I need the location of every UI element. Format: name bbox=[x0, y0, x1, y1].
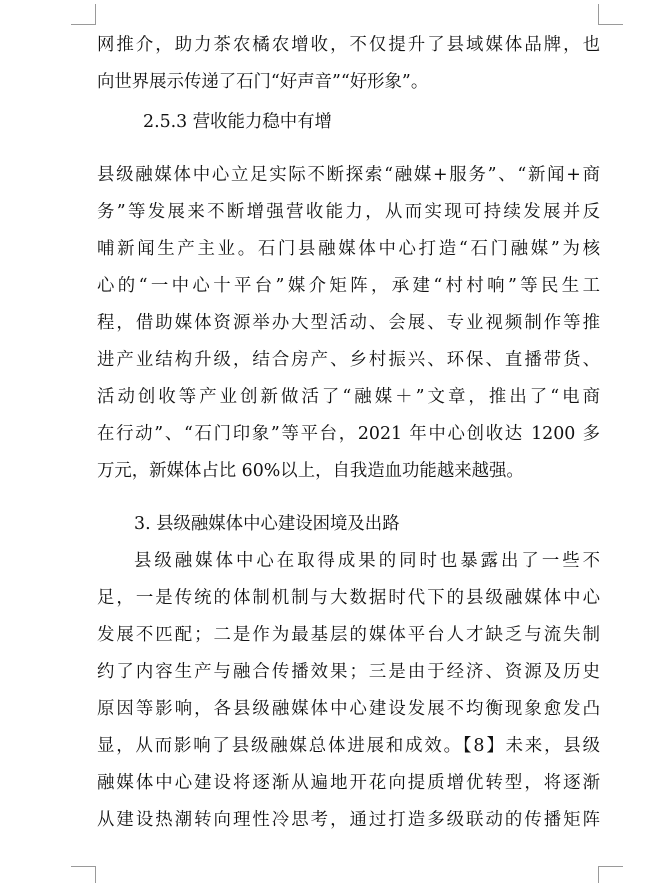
paragraph-line: 县级融媒体中心立足实际不断探索“融媒+服务”、“新闻+商 bbox=[97, 165, 600, 185]
paragraph-line: 哺新闻生产主业。石门县融媒体中心打造“石门融媒”为核 bbox=[97, 239, 600, 259]
section-heading: 3. 县级融媒体中心建设困境及出路 bbox=[134, 514, 400, 534]
paragraph-line: 务”等发展来不断增强营收能力，从而实现可持续发展并反 bbox=[97, 202, 600, 222]
paragraph-line: 心的“一中心十平台”媒介矩阵，承建“村村响”等民生工 bbox=[97, 276, 600, 296]
crop-mark-top-right bbox=[598, 4, 599, 25]
paragraph-line: 显，从而影响了县级融媒总体进展和成效。【8】未来，县级 bbox=[97, 736, 600, 756]
paragraph-line: 网推介，助力茶农橘农增收，不仅提升了县域媒体品牌，也 bbox=[97, 35, 600, 55]
crop-mark-top-left bbox=[71, 24, 95, 25]
crop-mark-bottom-right bbox=[598, 866, 599, 883]
paragraph-line: 向世界展示传递了石门“好声音”“好形象”。 bbox=[97, 72, 429, 92]
paragraph-line: 从建设热潮转向理性冷思考，通过打造多级联动的传播矩阵 bbox=[97, 810, 600, 830]
crop-mark-bottom-left bbox=[71, 866, 95, 867]
paragraph-line: 活动创收等产业创新做活了“融媒＋”文章，推出了“电商 bbox=[97, 387, 600, 407]
paragraph-line: 约了内容生产与融合传播效果；三是由于经济、资源及历史 bbox=[97, 662, 600, 682]
paragraph-line: 万元，新媒体占比 60%以上，自我造血功能越来越强。 bbox=[97, 461, 524, 481]
crop-mark-top-left bbox=[95, 4, 96, 25]
crop-mark-top-right bbox=[599, 24, 623, 25]
paragraph-line: 程，借助媒体资源举办大型活动、会展、专业视频制作等推 bbox=[97, 313, 600, 333]
paragraph-line: 融媒体中心建设将逐渐从遍地开花向提质增优转型，将逐渐 bbox=[97, 773, 600, 793]
paragraph-line: 发展不匹配；二是作为最基层的媒体平台人才缺乏与流失制 bbox=[97, 625, 600, 645]
section-heading: 2.5.3 营收能力稳中有增 bbox=[143, 112, 332, 132]
paragraph-line: 原因等影响，各县级融媒体中心建设发展不均衡现象愈发凸 bbox=[97, 699, 600, 719]
paragraph-line: 在行动”、“石门印象”等平台，2021 年中心创收达 1200 多 bbox=[97, 424, 600, 444]
crop-mark-bottom-left bbox=[95, 866, 96, 883]
paragraph-line: 县级融媒体中心在取得成果的同时也暴露出了一些不 bbox=[134, 551, 600, 571]
crop-mark-bottom-right bbox=[599, 866, 623, 867]
paragraph-line: 足，一是传统的体制机制与大数据时代下的县级融媒体中心 bbox=[97, 588, 600, 608]
paragraph-line: 进产业结构升级，结合房产、乡村振兴、环保、直播带货、 bbox=[97, 350, 600, 370]
